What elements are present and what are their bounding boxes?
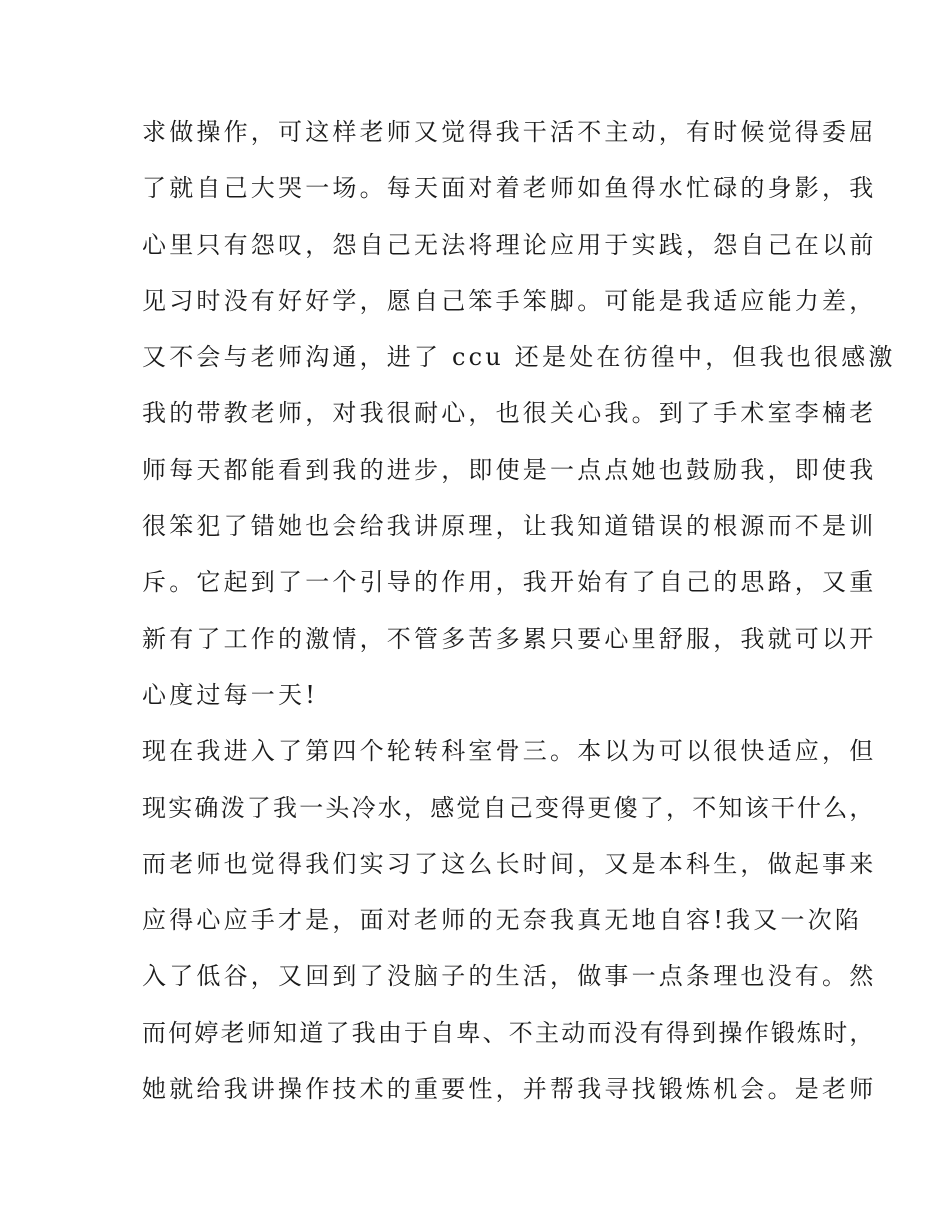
text-line: 心度过每一天! xyxy=(142,680,319,709)
text-line: 见习时没有好好学，愿自己笨手笨脚。可能是我适应能力差， xyxy=(142,286,877,315)
text-line: 了就自己大哭一场。每天面对着老师如鱼得水忙碌的身影，我 xyxy=(142,174,877,203)
text-line: 新有了工作的激情，不管多苦多累只要心里舒服，我就可以开 xyxy=(142,624,877,653)
text-line: 应得心应手才是，面对老师的无奈我真无地自容!我又一次陷 xyxy=(142,906,863,935)
text-line: 入了低谷，又回到了没脑子的生活，做事一点条理也没有。然 xyxy=(142,962,877,991)
text-line: 她就给我讲操作技术的重要性，并帮我寻找锻炼机会。是老师 xyxy=(142,1075,877,1104)
text-line: 又不会与老师沟通，进了 ccu 还是处在彷徨中，但我也很感激 xyxy=(142,343,896,372)
text-line: 求做操作，可这样老师又觉得我干活不主动，有时候觉得委屈 xyxy=(142,118,877,146)
text-line: 很笨犯了错她也会给我讲原理，让我知道错误的根源而不是训 xyxy=(142,512,877,541)
text-line: 心里只有怨叹，怨自己无法将理论应用于实践，怨自己在以前 xyxy=(142,230,877,259)
text-line: 现实确泼了我一头冷水，感觉自己变得更傻了，不知该干什么， xyxy=(142,793,876,822)
text-line: 我的带教老师，对我很耐心，也很关心我。到了手术室李楠老 xyxy=(142,399,877,428)
text-line: 斥。它起到了一个引导的作用，我开始有了自己的思路，又重 xyxy=(142,568,877,597)
text-line: 现在我进入了第四个轮转科室骨三。本以为可以很快适应，但 xyxy=(142,737,877,766)
text-line: 而何婷老师知道了我由于自卑、不主动而没有得到操作锻炼时， xyxy=(142,1018,876,1047)
body-text xyxy=(142,104,896,1117)
text-line: 而老师也觉得我们实习了这么长时间，又是本科生，做起事来 xyxy=(142,849,877,878)
text-line: 师每天都能看到我的进步，即使是一点点她也鼓励我，即使我 xyxy=(142,455,877,484)
